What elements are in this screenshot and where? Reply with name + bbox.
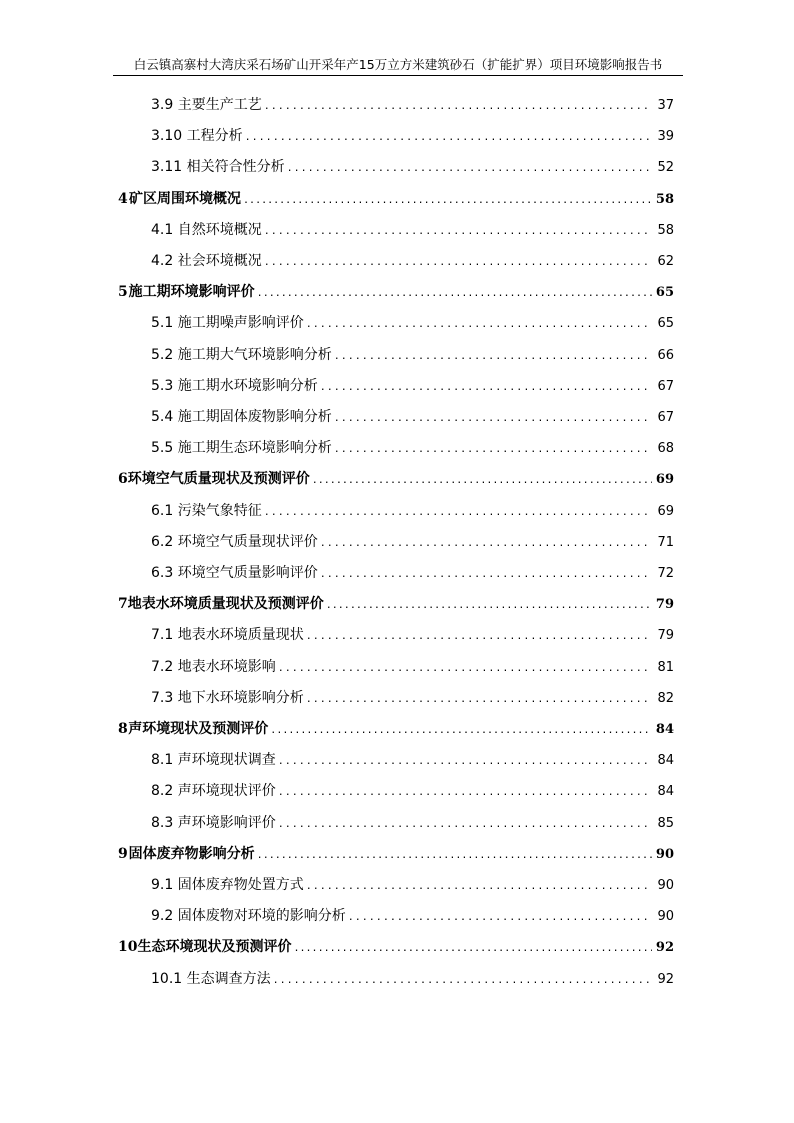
toc-page-number: 92 [657,971,674,987]
toc-page-number: 81 [657,659,674,675]
toc-dot-leader [245,128,652,148]
toc-page-number: 71 [657,534,674,550]
toc-page-number: 92 [655,940,674,956]
toc-page-number: 67 [657,410,674,425]
toc-section-entry[interactable] [151,688,674,708]
toc-entry-title: 8.3 声环境影响评价 [151,814,276,831]
toc-dot-leader [287,159,652,179]
toc-entry-title: 5.2 施工期大气环境影响分析 [151,346,332,363]
toc-section-entry[interactable] [151,625,674,645]
toc-entry-title: 施工期环境影响评价 [128,284,255,301]
toc-section-entry[interactable] [151,345,674,365]
toc-dot-leader [348,908,652,928]
toc-chapter-entry[interactable] [118,594,674,614]
toc-chapter-number: 4 [118,190,128,207]
toc-section-entry[interactable] [151,376,674,396]
toc-page-number: 65 [657,316,674,332]
toc-chapter-number: 5 [118,284,128,301]
toc-page-number: 67 [657,378,674,394]
toc-page-number: 84 [657,784,674,800]
toc-page-number: 69 [655,472,674,488]
running-header: 白云镇高寨村大湾庆采石场矿山开采年产15万立方米建筑砂石（扩能扩界）项目环境影响报告书 [113,56,683,76]
toc-entry-title: 4.2 社会环境概况 [151,253,262,269]
toc-entry-title: 环境空气质量现状及预测评价 [127,471,310,488]
toc-entry-title: 地表水环境质量现状及预测评价 [127,596,324,613]
toc-page-number: 90 [657,909,674,925]
toc-chapter-entry[interactable] [118,282,674,302]
toc-page-number: 72 [657,566,674,581]
toc-page-number: 58 [655,191,674,207]
toc-chapter-entry[interactable] [118,469,674,489]
toc-page-number: 84 [657,753,674,769]
toc-entry-title: 6.3 环境空气质量影响评价 [151,565,318,581]
toc-chapter-number: 8 [118,721,128,737]
toc-page-number: 66 [657,347,674,363]
toc-dot-leader [306,877,652,897]
toc-dot-leader [334,440,652,460]
toc-entry-title: 9.2 固体废物对环境的影响分析 [151,908,346,925]
toc-page-number: 62 [657,254,674,269]
toc-section-entry[interactable] [151,251,674,271]
toc-page-number: 84 [655,722,674,737]
toc-page-number: 79 [655,597,674,613]
toc-chapter-number: 7 [118,596,128,613]
toc-entry-title: 7.2 地表水环境影响 [151,658,276,675]
toc-section-entry[interactable] [151,313,674,333]
toc-section-entry[interactable] [151,501,674,521]
toc-section-entry[interactable] [151,813,674,833]
toc-entry-title: 5.1 施工期噪声影响评价 [151,315,304,332]
toc-entry-title: 3.11 相关符合性分析 [151,159,285,176]
toc-dot-leader [320,534,652,554]
toc-page-number: 69 [657,503,674,519]
toc-section-entry[interactable] [151,407,674,427]
toc-section-entry[interactable] [151,875,674,895]
toc-page-number: 90 [657,878,674,893]
toc-dot-leader [306,315,652,335]
toc-entry-title: 矿区周围环境概况 [129,190,242,207]
toc-chapter-entry[interactable] [118,719,674,739]
toc-entry-title: 7.3 地下水环境影响分析 [151,689,304,706]
toc-dot-leader [264,97,652,117]
toc-chapter-number: 6 [118,471,128,488]
toc-page-number: 82 [657,690,674,706]
toc-section-entry[interactable] [151,95,674,115]
toc-dot-leader [320,378,652,398]
toc-chapter-entry[interactable] [118,189,674,209]
toc-dot-leader [320,565,652,585]
toc-dot-leader [326,596,652,616]
toc-dot-leader [334,347,652,367]
toc-dot-leader [273,971,652,991]
toc-section-entry[interactable] [151,781,674,801]
toc-entry-title: 6.2 环境空气质量现状评价 [151,533,318,550]
toc-chapter-number: 10 [118,939,138,956]
toc-dot-leader [257,846,652,866]
toc-entry-title: 5.5 施工期生态环境影响分析 [151,440,332,457]
toc-entry-title: 9.1 固体废弃物处置方式 [151,877,304,893]
toc-dot-leader [312,471,652,491]
toc-dot-leader [278,815,652,835]
toc-dot-leader [293,939,652,959]
toc-dot-leader [334,409,652,429]
toc-dot-leader [243,191,652,211]
toc-entry-title: 生态环境现状及预测评价 [137,939,292,956]
toc-entry-title: 4.1 自然环境概况 [151,221,262,238]
toc-dot-leader [278,752,652,772]
toc-section-entry[interactable] [151,438,674,458]
toc-entry-title: 8.2 声环境现状评价 [151,783,276,800]
toc-section-entry[interactable] [151,220,674,240]
toc-section-entry[interactable] [151,750,674,770]
toc-dot-leader [257,284,652,304]
toc-dot-leader [306,627,652,647]
toc-entry-title: 8.1 声环境现状调查 [151,752,276,769]
toc-dot-leader [278,783,652,803]
toc-section-entry[interactable] [151,532,674,552]
toc-entry-title: 声环境现状及预测评价 [128,721,269,737]
toc-page-number: 68 [657,441,674,457]
toc-page-number: 90 [655,846,674,862]
toc-chapter-number: 9 [118,845,128,862]
toc-dot-leader [264,253,652,273]
toc-section-entry[interactable] [151,157,674,177]
toc-entry-title: 5.4 施工期固体废物影响分析 [151,409,332,425]
toc-entry-title: 5.3 施工期水环境影响分析 [151,377,318,394]
toc-entry-title: 固体废弃物影响分析 [128,845,255,862]
toc-page-number: 37 [657,98,674,113]
toc-entry-title: 10.1 生态调查方法 [151,970,271,987]
toc-dot-leader [270,721,652,741]
toc-page-number: 52 [657,160,674,176]
toc-page-number: 65 [655,285,674,301]
toc-dot-leader [306,690,652,710]
toc-entry-title: 6.1 污染气象特征 [151,502,262,519]
toc-dot-leader [264,222,652,242]
toc-entry-title: 3.10 工程分析 [151,128,243,145]
toc-page-number: 79 [657,628,674,644]
toc-entry-title: 7.1 地表水环境质量现状 [151,627,304,644]
toc-section-entry[interactable] [151,969,674,989]
toc-page-number: 58 [657,222,674,238]
toc-page-number: 39 [657,129,674,145]
toc-chapter-entry[interactable] [118,844,674,864]
toc-section-entry[interactable] [151,657,674,677]
toc-section-entry[interactable] [151,563,674,583]
toc-chapter-entry[interactable] [118,937,674,957]
toc-entry-title: 3.9 主要生产工艺 [151,97,262,113]
toc-dot-leader [278,659,652,679]
toc-section-entry[interactable] [151,126,674,146]
toc-page-number: 85 [657,815,674,831]
toc-dot-leader [264,503,652,523]
toc-section-entry[interactable] [151,906,674,926]
